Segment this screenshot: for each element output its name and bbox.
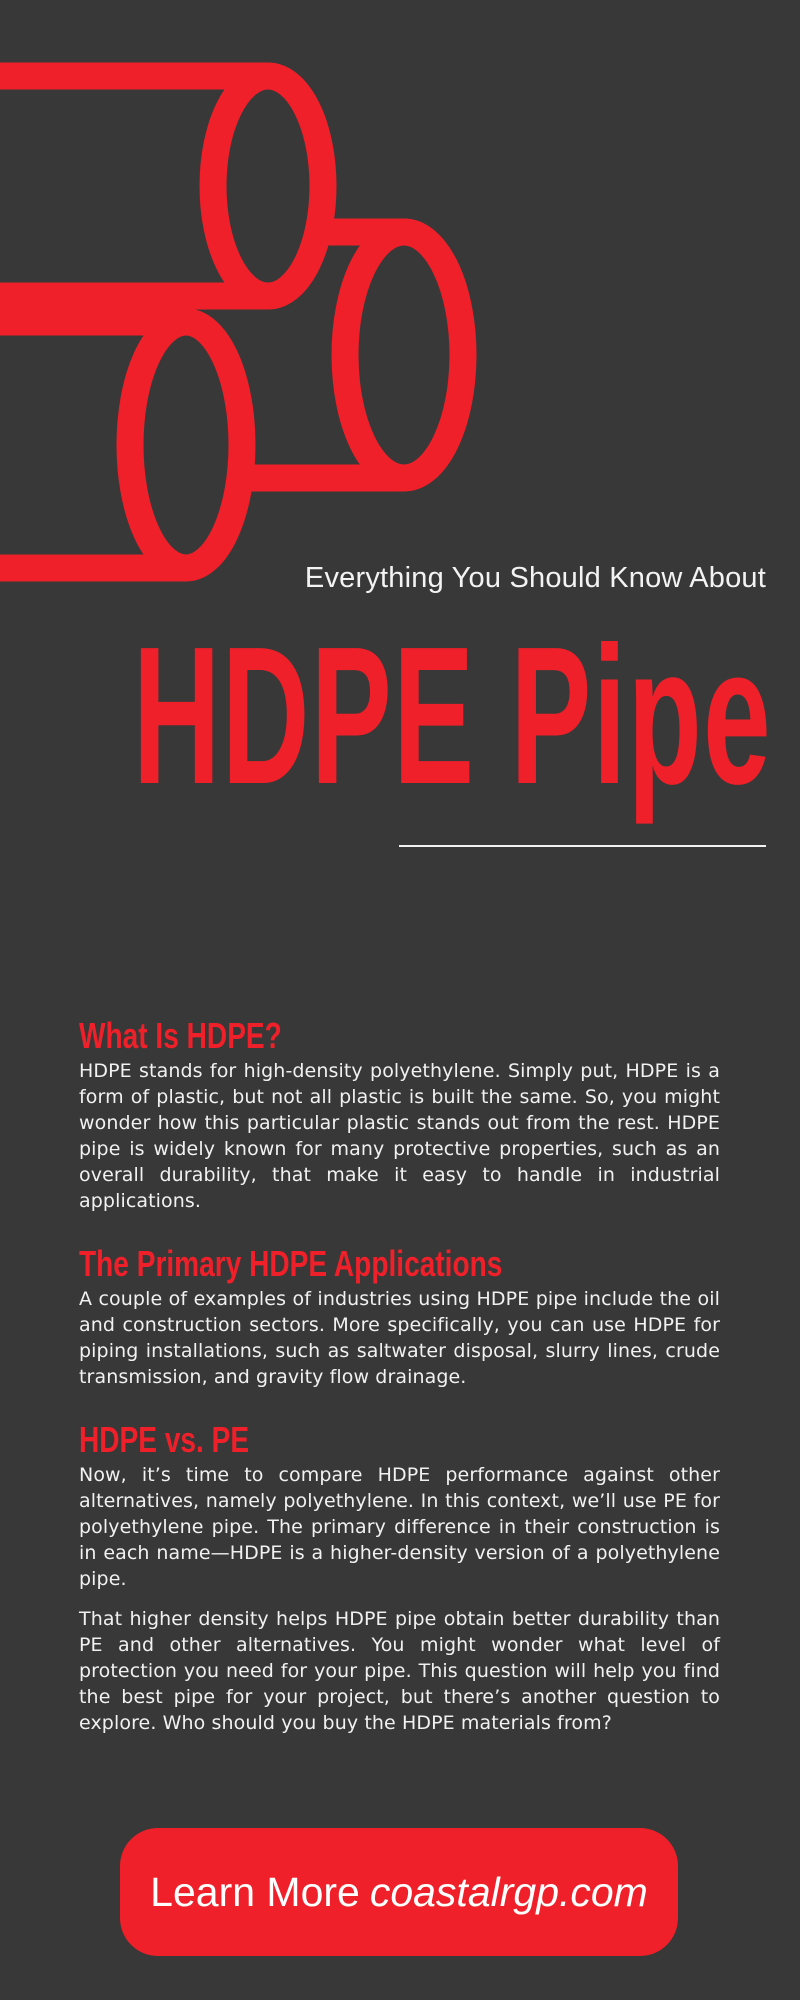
section-paragraph: Now, it’s time to compare HDPE performance against other alternatives, namely polyethylene. In this context, we’ll use PE for polyethylene pipe. The primary difference in their construction is in each name—HDPE is a higher-density version of a polyethylene pipe. xyxy=(79,1464,720,1590)
learn-more-button[interactable] xyxy=(120,1828,678,1956)
cta-label: Learn More xyxy=(150,1868,360,1915)
section-heading: The Primary HDPE Applications xyxy=(79,1243,503,1284)
title-divider xyxy=(399,845,766,847)
page-title: HDPE Pipe xyxy=(132,606,772,825)
section-heading: What Is HDPE? xyxy=(79,1015,282,1056)
pipes-illustration xyxy=(0,0,800,600)
section-paragraph: That higher density helps HDPE pipe obtain better durability than PE and other alternatives. You might wonder what level of protection you need for your pipe. This question will help you find the best pipe for your project, but there’s another question to explore. Who should you buy the HDPE materials from? xyxy=(79,1608,720,1734)
middle-pipe-graphic xyxy=(250,232,463,478)
section-hdpe-vs-pe xyxy=(79,1419,720,1736)
section-what-is-hdpe xyxy=(79,1015,720,1214)
page-subtitle: Everything You Should Know About xyxy=(304,562,766,594)
bottom-pipe-graphic xyxy=(0,322,242,568)
section-heading: HDPE vs. PE xyxy=(79,1419,250,1460)
section-applications xyxy=(79,1243,720,1390)
section-paragraph: A couple of examples of industries using HDPE pipe include the oil and construction sectors. More specifically, you can use HDPE for piping installations, such as saltwater disposal, slurry lines, crude transmission, and gravity flow drainage. xyxy=(79,1288,720,1388)
article-content xyxy=(79,1015,720,1768)
top-pipe-graphic xyxy=(0,76,323,296)
cta-site-link[interactable]: coastalrgp.com xyxy=(369,1868,648,1915)
section-paragraph: HDPE stands for high-density polyethylene. Simply put, HDPE is a form of plastic, but not all plastic is built the same. So, you might wonder how this particular plastic stands out from the rest. HDPE pipe is widely known for many protective properties, such as an overall durability, that make it easy to handle in industrial applications. xyxy=(79,1060,720,1212)
